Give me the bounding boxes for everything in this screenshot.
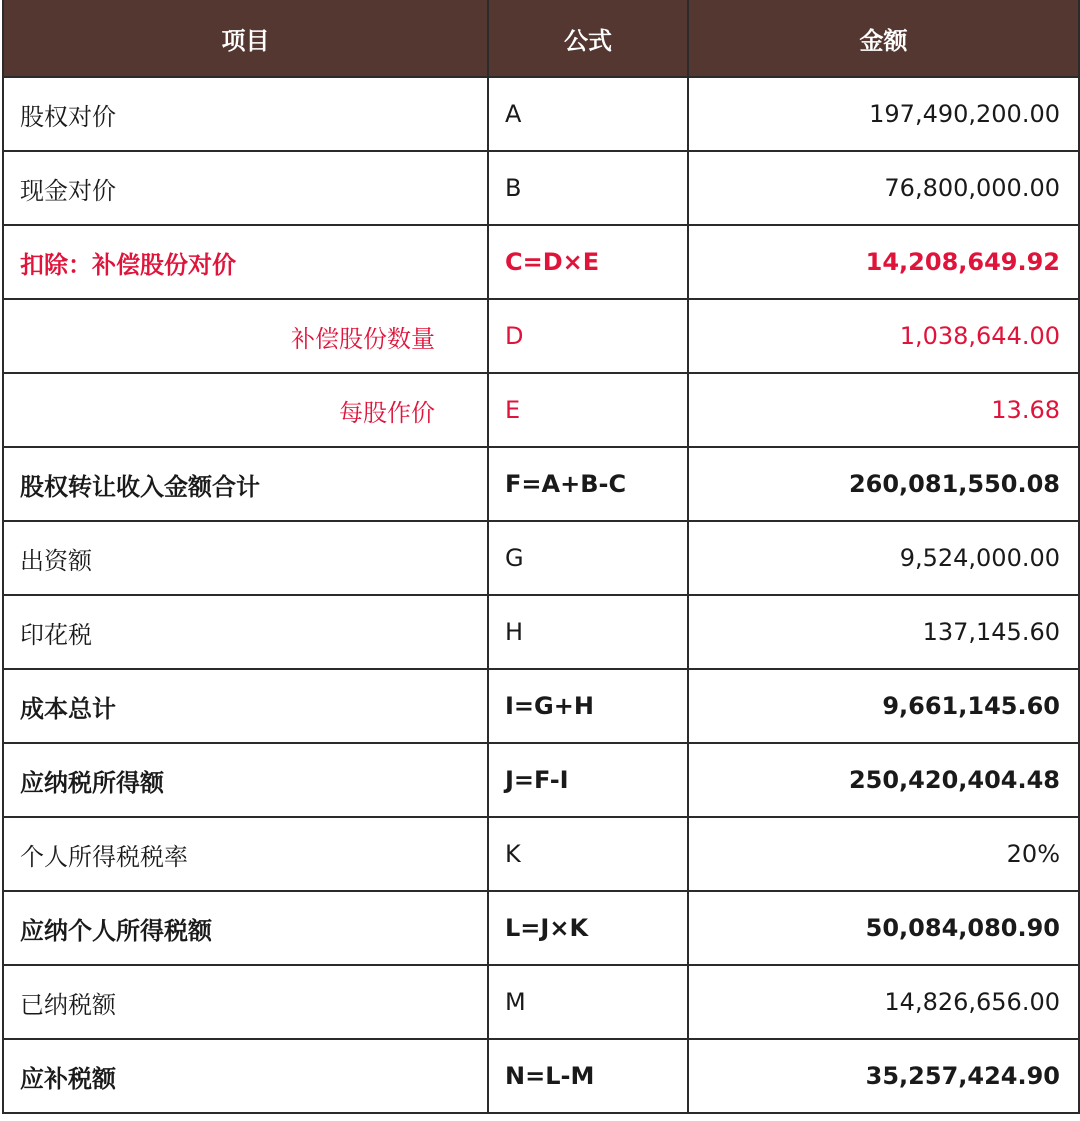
formula-cell: E xyxy=(488,373,688,447)
formula-cell: M xyxy=(488,965,688,1039)
header-item: 项目 xyxy=(3,1,488,78)
amount-cell: 137,145.60 xyxy=(688,595,1079,669)
formula-cell: C=D×E xyxy=(488,225,688,299)
table-row xyxy=(3,595,1079,669)
amount-cell: 260,081,550.08 xyxy=(688,447,1079,521)
formula-cell: I=G+H xyxy=(488,669,688,743)
amount-cell: 197,490,200.00 xyxy=(688,77,1079,151)
formula-cell: A xyxy=(488,77,688,151)
table-row xyxy=(3,891,1079,965)
amount-cell: 20% xyxy=(688,817,1079,891)
item-cell: 每股作价 xyxy=(3,373,488,447)
item-cell: 成本总计 xyxy=(3,669,488,743)
item-cell: 应纳个人所得税额 xyxy=(3,891,488,965)
amount-cell: 14,826,656.00 xyxy=(688,965,1079,1039)
item-cell: 股权对价 xyxy=(3,77,488,151)
table-body xyxy=(3,77,1079,1113)
table-row xyxy=(3,447,1079,521)
formula-cell: F=A+B-C xyxy=(488,447,688,521)
table-row xyxy=(3,743,1079,817)
formula-cell: D xyxy=(488,299,688,373)
item-cell: 印花税 xyxy=(3,595,488,669)
item-cell: 个人所得税税率 xyxy=(3,817,488,891)
amount-cell: 76,800,000.00 xyxy=(688,151,1079,225)
amount-cell: 9,661,145.60 xyxy=(688,669,1079,743)
amount-cell: 35,257,424.90 xyxy=(688,1039,1079,1113)
item-cell: 补偿股份数量 xyxy=(3,299,488,373)
formula-cell: N=L-M xyxy=(488,1039,688,1113)
amount-cell: 9,524,000.00 xyxy=(688,521,1079,595)
formula-cell: H xyxy=(488,595,688,669)
item-cell: 股权转让收入金额合计 xyxy=(3,447,488,521)
header-formula: 公式 xyxy=(488,1,688,78)
table-row xyxy=(3,299,1079,373)
amount-cell: 14,208,649.92 xyxy=(688,225,1079,299)
tax-calculation-table xyxy=(2,0,1080,1114)
table-row xyxy=(3,669,1079,743)
table-row xyxy=(3,373,1079,447)
amount-cell: 1,038,644.00 xyxy=(688,299,1079,373)
table-row xyxy=(3,817,1079,891)
table-row xyxy=(3,965,1079,1039)
item-cell: 现金对价 xyxy=(3,151,488,225)
table-row xyxy=(3,77,1079,151)
amount-cell: 250,420,404.48 xyxy=(688,743,1079,817)
table-row xyxy=(3,521,1079,595)
header-amount: 金额 xyxy=(688,1,1079,78)
formula-cell: J=F-I xyxy=(488,743,688,817)
formula-cell: K xyxy=(488,817,688,891)
table-header-row xyxy=(3,1,1079,78)
formula-cell: L=J×K xyxy=(488,891,688,965)
amount-cell: 13.68 xyxy=(688,373,1079,447)
table-row xyxy=(3,225,1079,299)
item-cell: 已纳税额 xyxy=(3,965,488,1039)
item-cell: 应纳税所得额 xyxy=(3,743,488,817)
formula-cell: G xyxy=(488,521,688,595)
item-cell: 应补税额 xyxy=(3,1039,488,1113)
formula-cell: B xyxy=(488,151,688,225)
table-row xyxy=(3,1039,1079,1113)
item-cell: 扣除：补偿股份对价 xyxy=(3,225,488,299)
table-row xyxy=(3,151,1079,225)
amount-cell: 50,084,080.90 xyxy=(688,891,1079,965)
item-cell: 出资额 xyxy=(3,521,488,595)
